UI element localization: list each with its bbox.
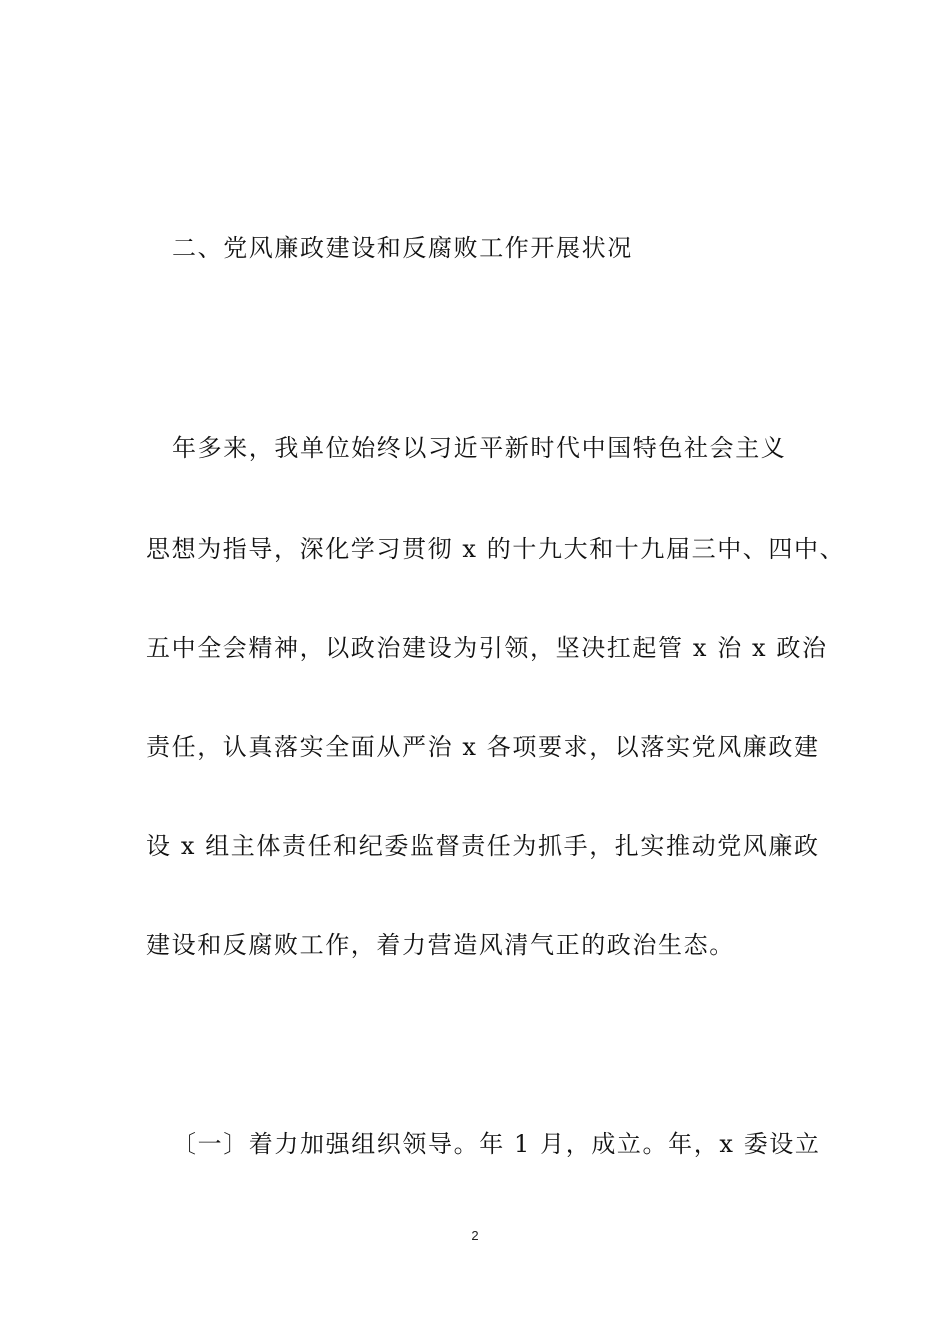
paragraph-line-3: 五中全会精神，以政治建设为引领，坚决扛起管 x 治 x 政治 xyxy=(146,634,828,662)
paragraph-line-1: 年多来，我单位始终以习近平新时代中国特色社会主义 xyxy=(172,434,787,462)
paragraph-line-2: 思想为指导，深化学习贯彻 x 的十九大和十九届三中、四中、 xyxy=(146,535,846,563)
paragraph-line-4: 责任，认真落实全面从严治 x 各项要求，以落实党风廉政建 xyxy=(146,733,820,761)
subsection-line: 〔一〕着力加强组织领导。年 1 月，成立。年，x 委设立 xyxy=(172,1130,821,1158)
paragraph-line-6: 建设和反腐败工作，着力营造风清气正的政治生态。 xyxy=(146,931,735,959)
page-number: 2 xyxy=(471,1228,479,1243)
paragraph-line-5: 设 x 组主体责任和纪委监督责任为抓手，扎实推动党风廉政 xyxy=(146,832,820,860)
section-heading: 二、党风廉政建设和反腐败工作开展状况 xyxy=(172,234,633,262)
